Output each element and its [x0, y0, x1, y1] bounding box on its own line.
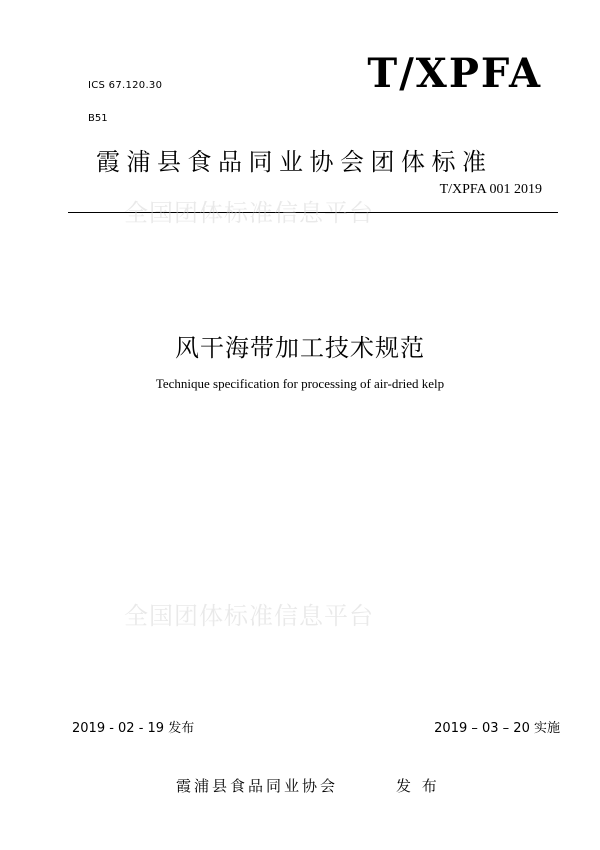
document-title-english: Technique specification for processing of air-dried kelp [155, 376, 445, 391]
standard-code-logo: T/XPFA [367, 50, 542, 97]
watermark-top: 全国团体标准信息平台 [124, 199, 374, 227]
document-title-chinese: 风干海带加工技术规范 [175, 334, 425, 362]
publish-date: 2019 - 02 - 19 发布 [72, 721, 195, 736]
implement-date: 2019 – 03 – 20 实施 [434, 721, 560, 736]
ccs-code: B51 [88, 113, 108, 124]
publish-label: 发 布 [396, 777, 440, 795]
watermark-middle: 全国团体标准信息平台 [124, 602, 374, 630]
publisher-name: 霞浦县食品同业协会 [176, 777, 339, 795]
ics-code: ICS 67.120.30 [88, 80, 163, 91]
organization-standard-title: 霞浦县食品同业协会团体标准 [96, 148, 493, 176]
standard-number: T/XPFA 001 2019 [439, 182, 542, 197]
